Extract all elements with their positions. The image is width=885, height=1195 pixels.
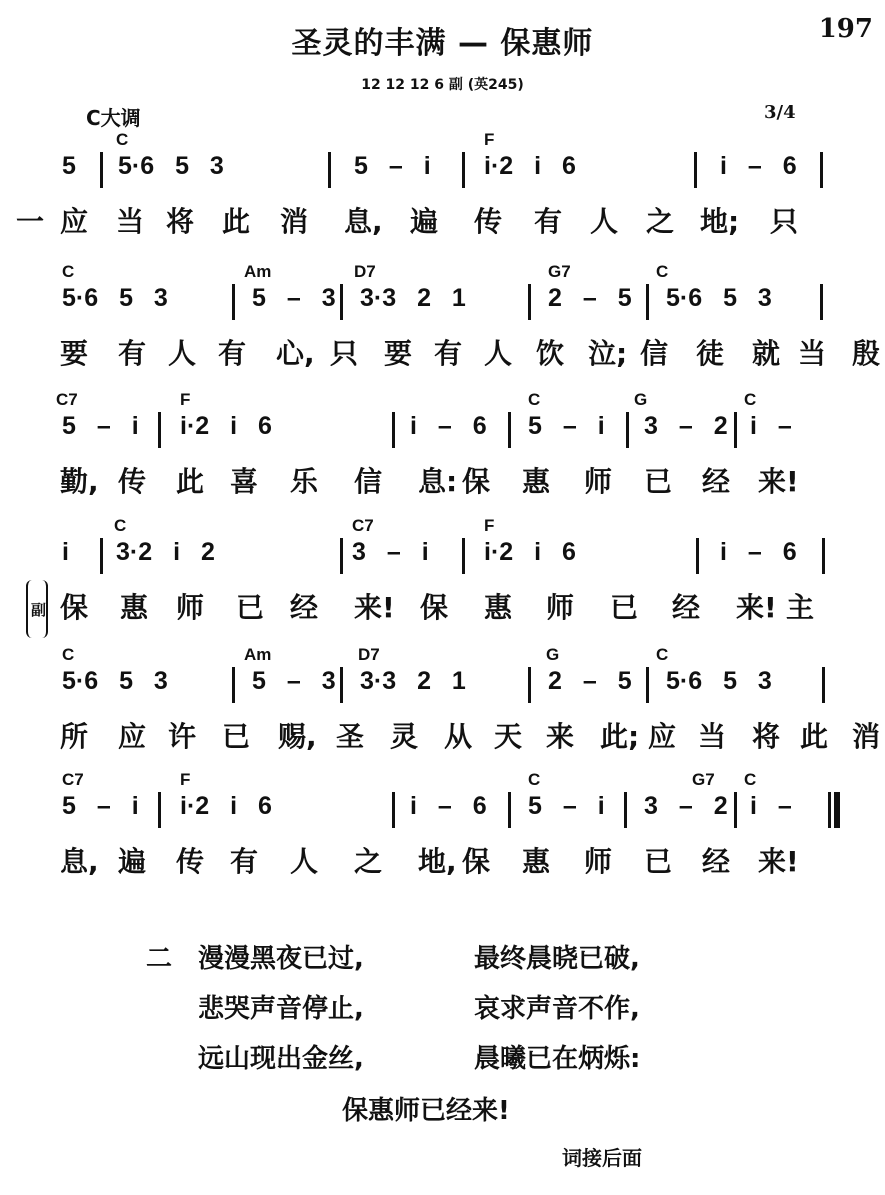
lyric-syllable: 息, (344, 205, 383, 238)
notation-group: 2 – 5 (548, 284, 632, 312)
verse2-line3-b: 晨曦已在炳烁: (474, 1044, 641, 1074)
lyric-syllable: 灵 (390, 720, 419, 753)
notation-group: 5·6 5 3 (118, 152, 224, 180)
notation-group: 3 – 2 (644, 412, 728, 440)
lyric-syllable: 从 (444, 720, 473, 753)
lyric-syllable: 此 (222, 205, 251, 238)
chord-symbol: C (62, 645, 75, 664)
barline (392, 792, 395, 828)
chord-symbol: C (62, 262, 75, 281)
barline (694, 152, 697, 188)
notation-row (0, 284, 885, 324)
lyric-syllable: 来! (758, 465, 799, 498)
lyric-syllable: 来! (758, 845, 799, 878)
lyric-syllable: 将 (166, 205, 195, 238)
lyric-syllable: 经 (702, 845, 731, 878)
lyric-syllable: 人 (590, 205, 619, 238)
notation-group: 5·6 5 3 (62, 284, 168, 312)
notation-group: 3 – i (352, 538, 429, 566)
lyric-syllable: 徒 (696, 337, 725, 370)
lyric-syllable: 惠 (120, 591, 149, 624)
lyric-syllable: 有 (118, 337, 147, 370)
lyric-syllable: 有 (218, 337, 247, 370)
chord-symbol: Am (244, 645, 272, 664)
page-number: 197 (818, 14, 873, 44)
barline (328, 152, 331, 188)
refrain-marker: 副 (26, 580, 48, 638)
verse2-number: 二 (146, 944, 173, 974)
barline (820, 284, 823, 320)
lyric-syllable: 将 (752, 720, 781, 753)
barline (392, 412, 395, 448)
lyric-syllable: 圣 (336, 720, 365, 753)
notation-group: 5·6 5 3 (62, 667, 168, 695)
verse2-line2-a: 悲哭声音停止, (198, 994, 364, 1024)
barline (100, 152, 103, 188)
lyric-syllable: 遍 (410, 205, 439, 238)
verse2-line1-b: 最终晨晓已破, (474, 944, 640, 974)
notation-group: i·2 i 6 (484, 538, 576, 566)
notation-group: 2 – 5 (548, 667, 632, 695)
lyric-syllable: 当 (798, 337, 827, 370)
music-system (0, 262, 885, 390)
lyric-syllable: 信 (354, 465, 383, 498)
lyric-syllable: 传 (474, 205, 503, 238)
lyric-syllable: 地, (418, 845, 457, 878)
lyric-syllable: 师 (546, 591, 575, 624)
lyric-row (0, 200, 885, 240)
barline (624, 792, 627, 828)
barline (646, 284, 649, 320)
chord-symbol: C7 (352, 516, 374, 535)
barline (340, 284, 343, 320)
lyric-syllable: 就 (752, 337, 781, 370)
chord-symbol: G (546, 645, 560, 664)
lyric-syllable: 消 (852, 720, 881, 753)
final-barline-thin (828, 792, 831, 828)
lyric-syllable: 有 (534, 205, 563, 238)
lyric-syllable: 喜 (230, 465, 259, 498)
lyric-syllable: 已 (610, 591, 639, 624)
notation-group: 3 – 2 (644, 792, 728, 820)
chord-symbol: D7 (358, 645, 380, 664)
notation-group: 5 – i (354, 152, 431, 180)
barline (508, 412, 511, 448)
chord-symbol: F (484, 130, 495, 149)
lyric-syllable: 惠 (522, 465, 551, 498)
notation-row (0, 538, 885, 578)
notation-group: i·2 i 6 (180, 412, 272, 440)
notation-group: i – 6 (410, 792, 487, 820)
barline (528, 284, 531, 320)
lyric-row (0, 460, 885, 500)
chord-symbol: C (116, 130, 129, 149)
notation-group: i – 6 (410, 412, 487, 440)
notation-group: 5 – i (62, 412, 139, 440)
notation-group: 5 – 3 (252, 284, 336, 312)
music-system (0, 516, 885, 644)
verse2-closing: 保惠师已经来! (342, 1096, 510, 1126)
lyric-syllable: 此 (176, 465, 205, 498)
lyric-syllable: 已 (222, 720, 251, 753)
chord-symbol: G7 (692, 770, 715, 789)
lyric-syllable: 应 (118, 720, 147, 753)
notation-group: 3·2 i 2 (116, 538, 215, 566)
barline (462, 152, 465, 188)
lyric-syllable: 来! (354, 591, 395, 624)
barline (462, 538, 465, 574)
music-system (0, 645, 885, 773)
chord-symbol: F (180, 390, 191, 409)
barline (232, 284, 235, 320)
lyric-syllable: 遍 (118, 845, 147, 878)
chord-symbol: C (656, 645, 669, 664)
lyric-syllable: 来! (736, 591, 777, 624)
barline (508, 792, 511, 828)
lyric-syllable: 要 (384, 337, 413, 370)
lyric-syllable: 乐 (290, 465, 319, 498)
verse2-line1-a: 漫漫黑夜已过, (198, 944, 364, 974)
lyric-syllable: 师 (584, 465, 613, 498)
notation-group: 3·3 2 1 (360, 667, 466, 695)
chord-symbol: G7 (548, 262, 571, 281)
lyric-syllable: 人 (484, 337, 513, 370)
lyric-syllable: 消 (280, 205, 309, 238)
lyric-row (0, 715, 885, 755)
lyric-syllable: 所 (60, 720, 89, 753)
lyric-syllable: 惠 (522, 845, 551, 878)
lyric-syllable: 之 (354, 845, 383, 878)
notation-row (0, 667, 885, 707)
chord-symbol: D7 (354, 262, 376, 281)
lyric-syllable: 经 (702, 465, 731, 498)
chord-symbol: C (114, 516, 127, 535)
lyric-syllable: 勤, (60, 465, 99, 498)
barline (734, 792, 737, 828)
lyric-syllable: 保 (462, 465, 491, 498)
lyric-syllable: 此; (600, 720, 640, 753)
notation-row (0, 792, 885, 832)
chord-symbol: C (656, 262, 669, 281)
lyric-syllable: 主 (786, 591, 815, 624)
lyric-syllable: 有 (434, 337, 463, 370)
notation-group: i (62, 538, 69, 566)
lyric-syllable: 保 (60, 591, 89, 624)
verse2-line2-b: 哀求声音不作, (474, 994, 640, 1024)
lyric-syllable: 殷 (852, 337, 881, 370)
lyric-syllable: 保 (420, 591, 449, 624)
chord-symbol: C (528, 390, 541, 409)
chord-symbol: Am (244, 262, 272, 281)
barline (232, 667, 235, 703)
barline (100, 538, 103, 574)
lyric-syllable: 已 (236, 591, 265, 624)
lyric-syllable: 只 (770, 205, 799, 238)
notation-group: i – 6 (720, 152, 797, 180)
notation-group: 5 – i (528, 412, 605, 440)
lyric-syllable: 应 (648, 720, 677, 753)
notation-group: 3·3 2 1 (360, 284, 466, 312)
lyric-syllable: 有 (230, 845, 259, 878)
chord-symbol: C (528, 770, 541, 789)
barline (822, 538, 825, 574)
lyric-syllable: 传 (118, 465, 147, 498)
lyric-syllable: 传 (176, 845, 205, 878)
lyric-row (0, 840, 885, 880)
barline (822, 667, 825, 703)
lyric-syllable: 此 (800, 720, 829, 753)
lyric-syllable: 当 (116, 205, 145, 238)
lyric-syllable: 地; (700, 205, 740, 238)
music-system (0, 770, 885, 898)
notation-group: 5 – 3 (252, 667, 336, 695)
lyric-row (0, 332, 885, 372)
song-title: 圣灵的丰满 — 保惠师 (291, 26, 594, 61)
lyric-syllable: 当 (698, 720, 727, 753)
barline (340, 667, 343, 703)
barline (158, 412, 161, 448)
lyric-syllable: 息: (418, 465, 458, 498)
music-system (0, 130, 885, 258)
barline (528, 667, 531, 703)
lyric-syllable: 惠 (484, 591, 513, 624)
chord-symbol: C (744, 390, 757, 409)
barline (820, 152, 823, 188)
chord-symbol: G (634, 390, 648, 409)
lyric-syllable: 泣; (588, 337, 628, 370)
final-barline-thick (834, 792, 840, 828)
notation-group: i·2 i 6 (484, 152, 576, 180)
lyric-syllable: 经 (672, 591, 701, 624)
lyric-syllable: 要 (60, 337, 89, 370)
lyric-syllable: 应 (60, 205, 89, 238)
lyric-syllable: 赐, (278, 720, 317, 753)
notation-group: 5 – i (528, 792, 605, 820)
lyric-syllable: 信 (640, 337, 669, 370)
notation-group: i – (750, 412, 792, 440)
lyric-syllable: 师 (176, 591, 205, 624)
meter-line: 12 12 12 6 副 (英245) (361, 77, 524, 93)
barline (734, 412, 737, 448)
lyric-syllable: 人 (168, 337, 197, 370)
notation-group: 5·6 5 3 (666, 284, 772, 312)
lyric-syllable: 只 (330, 337, 359, 370)
notation-group: 5·6 5 3 (666, 667, 772, 695)
chord-symbol: F (484, 516, 495, 535)
lyric-syllable: 人 (290, 845, 319, 878)
notation-row (0, 152, 885, 192)
notation-group: 5 – i (62, 792, 139, 820)
lyric-syllable: 饮 (536, 337, 565, 370)
lyric-syllable: 天 (494, 720, 523, 753)
lyric-syllable: 来 (546, 720, 575, 753)
lyric-syllable: 一 (16, 205, 45, 238)
barline (626, 412, 629, 448)
lyric-syllable: 之 (646, 205, 675, 238)
lyric-syllable: 息, (60, 845, 99, 878)
lyric-syllable: 经 (290, 591, 319, 624)
verse2-line3-a: 远山现出金丝, (198, 1044, 364, 1074)
lyric-syllable: 保 (462, 845, 491, 878)
chord-symbol: C7 (62, 770, 84, 789)
chord-symbol: C7 (56, 390, 78, 409)
notation-group: 5 (62, 152, 76, 180)
footer-note: 词接后面 (562, 1146, 642, 1170)
barline (696, 538, 699, 574)
barline (158, 792, 161, 828)
notation-group: i – 6 (720, 538, 797, 566)
lyric-syllable: 师 (584, 845, 613, 878)
barline (646, 667, 649, 703)
music-system (0, 390, 885, 518)
notation-group: i·2 i 6 (180, 792, 272, 820)
lyric-syllable: 已 (644, 465, 673, 498)
lyric-syllable: 已 (644, 845, 673, 878)
chord-symbol: C (744, 770, 757, 789)
barline (340, 538, 343, 574)
chord-symbol: F (180, 770, 191, 789)
time-signature: 3/4 (764, 102, 796, 123)
key-signature: C大调 (86, 106, 141, 130)
notation-row (0, 412, 885, 452)
lyric-row (0, 586, 885, 626)
lyric-syllable: 心, (276, 337, 315, 370)
notation-group: i – (750, 792, 792, 820)
lyric-syllable: 许 (168, 720, 197, 753)
